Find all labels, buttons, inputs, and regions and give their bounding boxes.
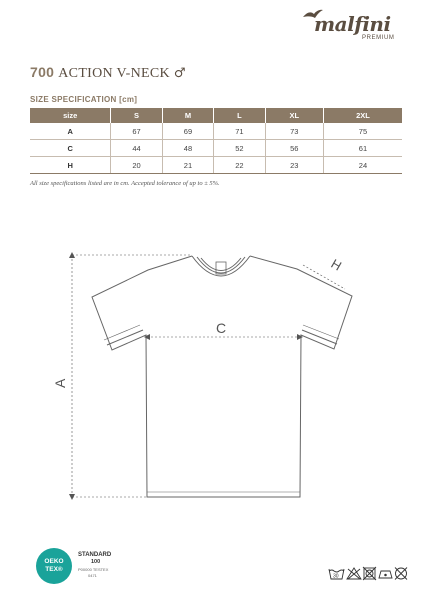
table-cell: 69 [162,123,213,140]
table-cell: 44 [111,140,162,157]
column-header: XL [265,108,323,123]
table-cell: 67 [111,123,162,140]
table-cell: 71 [214,123,265,140]
table-cell: 21 [162,157,213,174]
shirt-outline [92,256,352,497]
tolerance-note: All size specifications listed are in cm. Accepted tolerance of up to ± 5%. [30,180,220,187]
label-h: H [328,255,345,274]
care-symbols [328,566,416,582]
column-header: size [30,108,111,123]
row-label: C [30,140,111,157]
certification-code-2: 0471 [88,573,97,578]
table-cell: 75 [323,123,402,140]
no-tumble-dry-icon [363,567,376,580]
table-cell: 20 [111,157,162,174]
table-cell: 22 [214,157,265,174]
table-cell: 24 [323,157,402,174]
table-cell: 52 [214,140,265,157]
svg-text:30: 30 [333,573,339,580]
oeko-tex-badge-icon: OEKO TEX® [36,548,72,584]
certification-code: P00000 TESTEX [78,567,109,572]
column-header: 2XL [323,108,402,123]
brand-sub: PREMIUM [362,35,395,41]
row-label: H [30,157,111,174]
column-header: L [214,108,265,123]
table-cell: 73 [265,123,323,140]
label-a: A [52,378,68,388]
table-cell: 56 [265,140,323,157]
standard-label: STANDARD [78,552,112,558]
gender-icon: ♂ [173,66,186,81]
brand-wordmark: malfini [314,12,391,36]
table-cell: 61 [323,140,402,157]
standard-number: 100 [91,559,101,565]
row-label: A [30,123,111,140]
product-code: 700 [30,64,55,80]
table-cell: 48 [162,140,213,157]
iron-icon [379,571,392,578]
column-header: S [111,108,162,123]
product-name: ACTION V-NECK [58,66,170,81]
oeko-tex-certification [36,548,156,588]
label-c: C [216,320,227,336]
spec-label: SIZE SPECIFICATION [cm] [30,95,138,104]
column-header: M [162,108,213,123]
no-bleach-icon [347,568,361,579]
table-cell: 23 [265,157,323,174]
wash-30-icon [329,569,344,580]
no-dry-clean-icon [395,568,407,580]
